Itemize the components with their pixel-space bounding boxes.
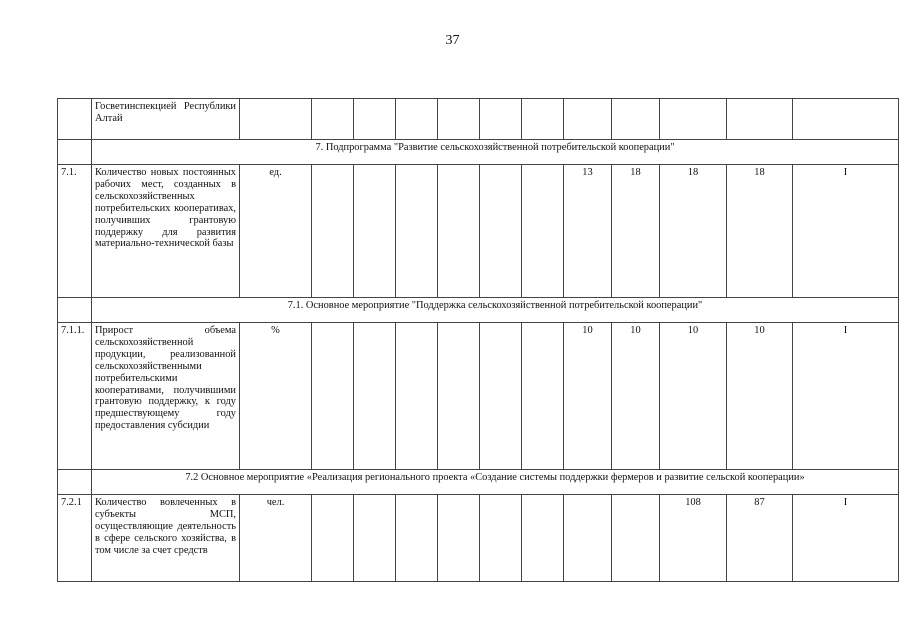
table-cell <box>480 99 522 140</box>
table-cell <box>660 99 727 140</box>
table-cell <box>58 470 92 495</box>
value-cell <box>312 495 354 582</box>
section-title: 7.1. Основное мероприятие "Поддержка сельскохозяйственной потребительской кооперации" <box>92 298 899 323</box>
value-cell <box>312 165 354 298</box>
value-cell <box>438 165 480 298</box>
value-cell <box>438 323 480 470</box>
value-cell: 18 <box>612 165 660 298</box>
table-cell <box>312 99 354 140</box>
value-cell <box>480 165 522 298</box>
indicators-table <box>57 98 899 582</box>
value-cell <box>396 323 438 470</box>
value-cell: 10 <box>612 323 660 470</box>
value-cell <box>354 323 396 470</box>
table-cell <box>354 99 396 140</box>
value-cell <box>354 495 396 582</box>
table-cell <box>793 99 899 140</box>
table-row <box>58 323 899 470</box>
table-row <box>58 495 899 582</box>
value-cell: 10 <box>564 323 612 470</box>
value-cell: 108 <box>660 495 727 582</box>
row-description: Количество вовлеченных в субъекты МСП, осуществляющие деятельность в сфере сельского хозяйства, в том числе за счет средств <box>92 495 240 582</box>
table-cell <box>564 99 612 140</box>
value-cell: 10 <box>660 323 727 470</box>
table-cell <box>240 99 312 140</box>
value-cell <box>522 495 564 582</box>
row-description: Госветинспекцией Республики Алтай <box>92 99 240 140</box>
row-number: 7.1. <box>58 165 92 298</box>
value-cell <box>396 495 438 582</box>
value-cell <box>480 323 522 470</box>
row-unit: ед. <box>240 165 312 298</box>
section-row <box>58 470 899 495</box>
section-title: 7.2 Основное мероприятие «Реализация регионального проекта «Создание системы поддержки фермеров и развитие сельской кооперации» <box>92 470 899 495</box>
row-description: Прирост объема сельскохозяйственной продукции, реализованной сельскохозяйственными потребительскими кооперативами, получившими грантовую поддержку, к году предшествующему году предоставления субсидии <box>92 323 240 470</box>
row-unit: % <box>240 323 312 470</box>
table-cell <box>612 99 660 140</box>
section-row <box>58 298 899 323</box>
row-number: 7.1.1. <box>58 323 92 470</box>
table-row-continuation <box>58 99 899 140</box>
value-cell: 18 <box>727 165 793 298</box>
table-cell <box>58 140 92 165</box>
value-cell: 18 <box>660 165 727 298</box>
value-cell <box>312 323 354 470</box>
value-cell: 10 <box>727 323 793 470</box>
value-cell <box>438 495 480 582</box>
table-cell <box>727 99 793 140</box>
value-cell <box>522 323 564 470</box>
value-cell <box>396 165 438 298</box>
value-cell: I <box>793 495 899 582</box>
row-number: 7.2.1 <box>58 495 92 582</box>
row-number <box>58 99 92 140</box>
value-cell <box>612 495 660 582</box>
table-cell <box>396 99 438 140</box>
table-cell <box>438 99 480 140</box>
value-cell: I <box>793 323 899 470</box>
row-description: Количество новых постоянных рабочих мест, созданных в сельскохозяйственных потребительских кооперативах, получивших грантовую поддержку для развития материально-технической базы <box>92 165 240 298</box>
table-row <box>58 165 899 298</box>
value-cell <box>564 495 612 582</box>
page-number: 37 <box>445 33 460 48</box>
row-unit: чел. <box>240 495 312 582</box>
section-row <box>58 140 899 165</box>
table-cell <box>522 99 564 140</box>
value-cell: 13 <box>564 165 612 298</box>
value-cell <box>522 165 564 298</box>
table-cell <box>58 298 92 323</box>
value-cell <box>480 495 522 582</box>
value-cell: I <box>793 165 899 298</box>
value-cell: 87 <box>727 495 793 582</box>
section-title: 7. Подпрограмма "Развитие сельскохозяйственной потребительской кооперации" <box>92 140 899 165</box>
value-cell <box>354 165 396 298</box>
